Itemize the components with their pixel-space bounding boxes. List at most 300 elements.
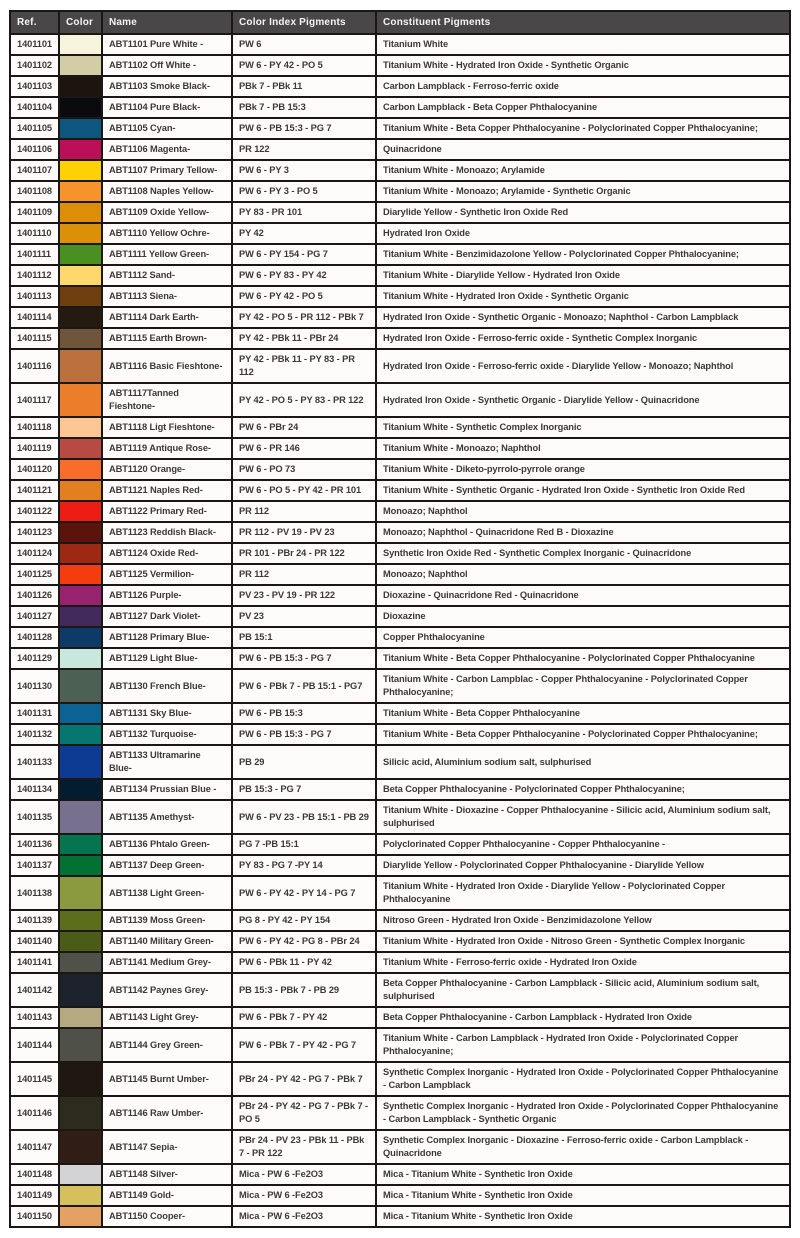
color-index-cell: PB 15:1 xyxy=(232,627,376,648)
color-swatch xyxy=(59,779,102,800)
color-index-cell: PW 6 - PB 15:3 - PG 7 xyxy=(232,724,376,745)
color-index-cell: PBr 24 - PV 23 - PBk 11 - PBk 7 - PR 122 xyxy=(232,1130,376,1164)
name-cell: ABT1102 Off White - xyxy=(102,55,232,76)
name-cell: ABT1144 Grey Green- xyxy=(102,1028,232,1062)
constituent-cell: Titanium White - Monoazo; Naphthol xyxy=(376,438,790,459)
pigment-table xyxy=(9,10,791,1228)
color-swatch xyxy=(59,202,102,223)
constituent-cell: Hydrated Iron Oxide - Synthetic Organic - Diarylide Yellow - Quinacridone xyxy=(376,383,790,417)
name-cell: ABT1138 Light Green- xyxy=(102,876,232,910)
constituent-cell: Titanium White - Diketo-pyrrolo-pyrrole orange xyxy=(376,459,790,480)
color-index-cell: PY 42 xyxy=(232,223,376,244)
constituent-cell: Titanium White - Carbon Lampblac - Copper Phthalocyanine - Polyclorinated Copper Phthalocyanine; xyxy=(376,669,790,703)
color-index-cell: PW 6 - PO 5 - PY 42 - PR 101 xyxy=(232,480,376,501)
name-cell: ABT1119 Antique Rose- xyxy=(102,438,232,459)
color-index-cell: PV 23 - PV 19 - PR 122 xyxy=(232,585,376,606)
constituent-cell: Polyclorinated Copper Phthalocyanine - Copper Phthalocyanine - xyxy=(376,834,790,855)
table-row xyxy=(10,627,790,648)
color-index-cell: PR 122 xyxy=(232,139,376,160)
ref-cell: 1401135 xyxy=(10,800,59,834)
table-row xyxy=(10,1096,790,1130)
constituent-cell: Hydrated Iron Oxide - Ferroso-ferric oxide - Synthetic Complex Inorganic xyxy=(376,328,790,349)
color-swatch xyxy=(59,139,102,160)
table-row xyxy=(10,834,790,855)
constituent-cell: Mica - Titanium White - Synthetic Iron Oxide xyxy=(376,1164,790,1185)
constituent-cell: Titanium White - Beta Copper Phthalocyanine - Polyclorinated Copper Phthalocyanine; xyxy=(376,118,790,139)
color-swatch xyxy=(59,1028,102,1062)
constituent-cell: Hydrated Iron Oxide xyxy=(376,223,790,244)
table-row xyxy=(10,328,790,349)
color-swatch xyxy=(59,1096,102,1130)
table-row xyxy=(10,606,790,627)
ref-cell: 1401133 xyxy=(10,745,59,779)
table-row xyxy=(10,139,790,160)
color-swatch xyxy=(59,564,102,585)
color-swatch xyxy=(59,703,102,724)
ref-cell: 1401102 xyxy=(10,55,59,76)
name-cell: ABT1118 Ligt Fieshtone- xyxy=(102,417,232,438)
constituent-cell: Monoazo; Naphthol - Quinacridone Red B - Dioxazine xyxy=(376,522,790,543)
table-row xyxy=(10,800,790,834)
table-row xyxy=(10,910,790,931)
ref-cell: 1401118 xyxy=(10,417,59,438)
name-cell: ABT1111 Yellow Green- xyxy=(102,244,232,265)
ref-cell: 1401141 xyxy=(10,952,59,973)
color-swatch xyxy=(59,417,102,438)
color-swatch xyxy=(59,585,102,606)
ref-cell: 1401117 xyxy=(10,383,59,417)
ref-cell: 1401136 xyxy=(10,834,59,855)
table-row xyxy=(10,648,790,669)
ref-cell: 1401112 xyxy=(10,265,59,286)
ref-cell: 1401137 xyxy=(10,855,59,876)
color-index-cell: Mica - PW 6 -Fe2O3 xyxy=(232,1206,376,1227)
constituent-cell: Beta Copper Phthalocyanine - Carbon Lampblack - Silicic acid, Aluminium sodium salt, sulphurised xyxy=(376,973,790,1007)
constituent-cell: Titanium White - Beta Copper Phthalocyanine - Polyclorinated Copper Phthalocyanine xyxy=(376,648,790,669)
ref-cell: 1401128 xyxy=(10,627,59,648)
ref-cell: 1401121 xyxy=(10,480,59,501)
name-cell: ABT1132 Turquoise- xyxy=(102,724,232,745)
color-index-cell: PY 42 - PBk 11 - PBr 24 xyxy=(232,328,376,349)
constituent-cell: Titanium White - Hydrated Iron Oxide - Diarylide Yellow - Polyclorinated Copper Phthalocyanine xyxy=(376,876,790,910)
name-cell: ABT1150 Cooper- xyxy=(102,1206,232,1227)
constituent-cell: Dioxazine - Quinacridone Red - Quinacridone xyxy=(376,585,790,606)
color-swatch xyxy=(59,286,102,307)
constituent-cell: Titanium White xyxy=(376,34,790,55)
table-row xyxy=(10,383,790,417)
constituent-cell: Monoazo; Naphthol xyxy=(376,501,790,522)
color-swatch xyxy=(59,160,102,181)
ref-cell: 1401114 xyxy=(10,307,59,328)
name-cell: ABT1126 Purple- xyxy=(102,585,232,606)
color-index-cell: PW 6 - PO 73 xyxy=(232,459,376,480)
table-row xyxy=(10,1185,790,1206)
name-cell: ABT1109 Oxide Yellow- xyxy=(102,202,232,223)
ref-cell: 1401123 xyxy=(10,522,59,543)
constituent-cell: Beta Copper Phthalocyanine - Polyclorinated Copper Phthalocyanine; xyxy=(376,779,790,800)
table-row xyxy=(10,202,790,223)
color-index-cell: PW 6 - PY 42 - PO 5 xyxy=(232,55,376,76)
color-index-cell: PW 6 - PV 23 - PB 15:1 - PB 29 xyxy=(232,800,376,834)
constituent-cell: Titanium White - Diarylide Yellow - Hydrated Iron Oxide xyxy=(376,265,790,286)
constituent-cell: Monoazo; Naphthol xyxy=(376,564,790,585)
constituent-cell: Titanium White - Monoazo; Arylamide xyxy=(376,160,790,181)
color-index-cell: PW 6 - PY 42 - PO 5 xyxy=(232,286,376,307)
header-constituent-pigments: Constituent Pigments xyxy=(376,11,790,34)
constituent-cell: Quinacridone xyxy=(376,139,790,160)
name-cell: ABT1149 Gold- xyxy=(102,1185,232,1206)
color-index-cell: PW 6 - PY 42 - PY 14 - PG 7 xyxy=(232,876,376,910)
name-cell: ABT1127 Dark Violet- xyxy=(102,606,232,627)
color-index-cell: PR 112 xyxy=(232,564,376,585)
table-row xyxy=(10,307,790,328)
color-swatch xyxy=(59,244,102,265)
table-row xyxy=(10,564,790,585)
ref-cell: 1401129 xyxy=(10,648,59,669)
constituent-cell: Titanium White - Beta Copper Phthalocyanine xyxy=(376,703,790,724)
color-swatch xyxy=(59,973,102,1007)
color-index-cell: PBk 7 - PB 15:3 xyxy=(232,97,376,118)
color-index-cell: PBr 24 - PY 42 - PG 7 - PBk 7 xyxy=(232,1062,376,1096)
header-name: Name xyxy=(102,11,232,34)
ref-cell: 1401108 xyxy=(10,181,59,202)
name-cell: ABT1112 Sand- xyxy=(102,265,232,286)
color-index-cell: PG 8 - PY 42 - PY 154 xyxy=(232,910,376,931)
color-swatch xyxy=(59,745,102,779)
name-cell: ABT1136 Phtalo Green- xyxy=(102,834,232,855)
ref-cell: 1401120 xyxy=(10,459,59,480)
color-index-cell: PB 29 xyxy=(232,745,376,779)
name-cell: ABT1124 Oxide Red- xyxy=(102,543,232,564)
color-index-cell: PR 112 xyxy=(232,501,376,522)
name-cell: ABT1140 Military Green- xyxy=(102,931,232,952)
color-swatch xyxy=(59,328,102,349)
color-index-cell: PY 83 - PG 7 -PY 14 xyxy=(232,855,376,876)
name-cell: ABT1139 Moss Green- xyxy=(102,910,232,931)
header-color-index-pigments: Color Index Pigments xyxy=(232,11,376,34)
constituent-cell: Titanium White - Monoazo; Arylamide - Synthetic Organic xyxy=(376,181,790,202)
color-swatch xyxy=(59,349,102,383)
color-swatch xyxy=(59,55,102,76)
header-color: Color xyxy=(59,11,102,34)
constituent-cell: Titanium White - Hydrated Iron Oxide - Nitroso Green - Synthetic Complex Inorganic xyxy=(376,931,790,952)
color-index-cell: PW 6 xyxy=(232,34,376,55)
table-row xyxy=(10,34,790,55)
name-cell: ABT1130 French Blue- xyxy=(102,669,232,703)
name-cell: ABT1141 Medium Grey- xyxy=(102,952,232,973)
table-row xyxy=(10,585,790,606)
table-row xyxy=(10,952,790,973)
constituent-cell: Synthetic Complex Inorganic - Hydrated Iron Oxide - Polyclorinated Copper Phthalocyanine - Carbon Lampblack - Synthetic Organic xyxy=(376,1096,790,1130)
table-row xyxy=(10,724,790,745)
constituent-cell: Diarylide Yellow - Synthetic Iron Oxide Red xyxy=(376,202,790,223)
color-index-cell: PW 6 - PB 15:3 - PG 7 xyxy=(232,118,376,139)
color-index-cell: PR 112 - PV 19 - PV 23 xyxy=(232,522,376,543)
color-swatch xyxy=(59,459,102,480)
color-index-cell: PY 42 - PO 5 - PR 112 - PBk 7 xyxy=(232,307,376,328)
ref-cell: 1401116 xyxy=(10,349,59,383)
ref-cell: 1401138 xyxy=(10,876,59,910)
color-swatch xyxy=(59,265,102,286)
table-row xyxy=(10,244,790,265)
color-index-cell: PW 6 - PY 42 - PG 8 - PBr 24 xyxy=(232,931,376,952)
header-row xyxy=(10,11,790,34)
ref-cell: 1401125 xyxy=(10,564,59,585)
ref-cell: 1401130 xyxy=(10,669,59,703)
name-cell: ABT1106 Magenta- xyxy=(102,139,232,160)
color-index-cell: PB 15:3 - PBk 7 - PB 29 xyxy=(232,973,376,1007)
constituent-cell: Titanium White - Dioxazine - Copper Phthalocyanine - Silicic acid, Aluminium sodium salt, sulphurised xyxy=(376,800,790,834)
color-swatch xyxy=(59,181,102,202)
name-cell: ABT1113 Siena- xyxy=(102,286,232,307)
table-row xyxy=(10,438,790,459)
color-swatch xyxy=(59,438,102,459)
color-index-cell: PBk 7 - PBk 11 xyxy=(232,76,376,97)
color-swatch xyxy=(59,543,102,564)
name-cell: ABT1142 Paynes Grey- xyxy=(102,973,232,1007)
table-row xyxy=(10,417,790,438)
table-row xyxy=(10,118,790,139)
color-index-cell: PW 6 - PBk 7 - PY 42 - PG 7 xyxy=(232,1028,376,1062)
table-row xyxy=(10,745,790,779)
constituent-cell: Carbon Lampblack - Beta Copper Phthalocyanine xyxy=(376,97,790,118)
color-swatch xyxy=(59,522,102,543)
name-cell: ABT1115 Earth Brown- xyxy=(102,328,232,349)
color-swatch xyxy=(59,383,102,417)
color-index-cell: PW 6 - PBk 7 - PB 15:1 - PG7 xyxy=(232,669,376,703)
color-swatch xyxy=(59,1007,102,1028)
name-cell: ABT1105 Cyan- xyxy=(102,118,232,139)
color-index-cell: PG 7 -PB 15:1 xyxy=(232,834,376,855)
color-swatch xyxy=(59,648,102,669)
table-row xyxy=(10,223,790,244)
name-cell: ABT1107 Primary Tellow- xyxy=(102,160,232,181)
color-index-cell: PW 6 - PY 3 - PO 5 xyxy=(232,181,376,202)
ref-cell: 1401106 xyxy=(10,139,59,160)
name-cell: ABT1103 Smoke Black- xyxy=(102,76,232,97)
ref-cell: 1401140 xyxy=(10,931,59,952)
ref-cell: 1401149 xyxy=(10,1185,59,1206)
name-cell: ABT1131 Sky Blue- xyxy=(102,703,232,724)
ref-cell: 1401105 xyxy=(10,118,59,139)
name-cell: ABT1121 Naples Red- xyxy=(102,480,232,501)
table-row xyxy=(10,459,790,480)
name-cell: ABT1137 Deep Green- xyxy=(102,855,232,876)
name-cell: ABT1147 Sepia- xyxy=(102,1130,232,1164)
constituent-cell: Titanium White - Hydrated Iron Oxide - Synthetic Organic xyxy=(376,286,790,307)
constituent-cell: Titanium White - Synthetic Organic - Hydrated Iron Oxide - Synthetic Iron Oxide Red xyxy=(376,480,790,501)
constituent-cell: Mica - Titanium White - Synthetic Iron Oxide xyxy=(376,1206,790,1227)
color-index-cell: PR 101 - PBr 24 - PR 122 xyxy=(232,543,376,564)
constituent-cell: Hydrated Iron Oxide - Ferroso-ferric oxide - Diarylide Yellow - Monoazo; Naphthol xyxy=(376,349,790,383)
color-swatch xyxy=(59,1206,102,1227)
name-cell: ABT1114 Dark Earth- xyxy=(102,307,232,328)
name-cell: ABT1108 Naples Yellow- xyxy=(102,181,232,202)
color-swatch xyxy=(59,952,102,973)
table-row xyxy=(10,160,790,181)
pigment-table-body xyxy=(10,34,790,1227)
color-index-cell: PBr 24 - PY 42 - PG 7 - PBk 7 - PO 5 xyxy=(232,1096,376,1130)
color-swatch xyxy=(59,76,102,97)
color-swatch xyxy=(59,669,102,703)
ref-cell: 1401134 xyxy=(10,779,59,800)
color-swatch xyxy=(59,627,102,648)
constituent-cell: Hydrated Iron Oxide - Synthetic Organic - Monoazo; Naphthol - Carbon Lampblack xyxy=(376,307,790,328)
table-row xyxy=(10,286,790,307)
ref-cell: 1401146 xyxy=(10,1096,59,1130)
color-swatch xyxy=(59,834,102,855)
name-cell: ABT1116 Basic Fieshtone- xyxy=(102,349,232,383)
table-row xyxy=(10,1062,790,1096)
table-row xyxy=(10,779,790,800)
ref-cell: 1401131 xyxy=(10,703,59,724)
ref-cell: 1401107 xyxy=(10,160,59,181)
color-index-cell: PY 83 - PR 101 xyxy=(232,202,376,223)
table-row xyxy=(10,480,790,501)
ref-cell: 1401103 xyxy=(10,76,59,97)
ref-cell: 1401142 xyxy=(10,973,59,1007)
name-cell: ABT1143 Light Grey- xyxy=(102,1007,232,1028)
color-swatch xyxy=(59,1062,102,1096)
ref-cell: 1401110 xyxy=(10,223,59,244)
name-cell: ABT1125 Vermilion- xyxy=(102,564,232,585)
pigment-chart-page xyxy=(0,10,800,1228)
constituent-cell: Synthetic Iron Oxide Red - Synthetic Complex Inorganic - Quinacridone xyxy=(376,543,790,564)
color-index-cell: PW 6 - PB 15:3 xyxy=(232,703,376,724)
color-swatch xyxy=(59,800,102,834)
constituent-cell: Dioxazine xyxy=(376,606,790,627)
table-row xyxy=(10,55,790,76)
constituent-cell: Mica - Titanium White - Synthetic Iron Oxide xyxy=(376,1185,790,1206)
constituent-cell: Titanium White - Benzimidazolone Yellow - Polyclorinated Copper Phthalocyanine; xyxy=(376,244,790,265)
color-index-cell: PW 6 - PY 83 - PY 42 xyxy=(232,265,376,286)
color-swatch xyxy=(59,910,102,931)
ref-cell: 1401127 xyxy=(10,606,59,627)
ref-cell: 1401139 xyxy=(10,910,59,931)
name-cell: ABT1104 Pure Black- xyxy=(102,97,232,118)
table-row xyxy=(10,265,790,286)
constituent-cell: Synthetic Complex Inorganic - Hydrated Iron Oxide - Polyclorinated Copper Phthalocyanine - Carbon Lampblack xyxy=(376,1062,790,1096)
table-row xyxy=(10,181,790,202)
ref-cell: 1401111 xyxy=(10,244,59,265)
ref-cell: 1401119 xyxy=(10,438,59,459)
ref-cell: 1401126 xyxy=(10,585,59,606)
name-cell: ABT1117Tanned Fieshtone- xyxy=(102,383,232,417)
ref-cell: 1401124 xyxy=(10,543,59,564)
name-cell: ABT1134 Prussian Blue - xyxy=(102,779,232,800)
table-row xyxy=(10,97,790,118)
name-cell: ABT1101 Pure White - xyxy=(102,34,232,55)
color-index-cell: PW 6 - PB 15:3 - PG 7 xyxy=(232,648,376,669)
color-swatch xyxy=(59,931,102,952)
color-swatch xyxy=(59,480,102,501)
constituent-cell: Copper Phthalocyanine xyxy=(376,627,790,648)
table-row xyxy=(10,1028,790,1062)
constituent-cell: Synthetic Complex Inorganic - Dioxazine - Ferroso-ferric oxide - Carbon Lampblack - Quinacridone xyxy=(376,1130,790,1164)
name-cell: ABT1145 Burnt Umber- xyxy=(102,1062,232,1096)
ref-cell: 1401150 xyxy=(10,1206,59,1227)
constituent-cell: Titanium White - Hydrated Iron Oxide - Synthetic Organic xyxy=(376,55,790,76)
color-swatch xyxy=(59,118,102,139)
color-index-cell: PY 42 - PBk 11 - PY 83 - PR 112 xyxy=(232,349,376,383)
color-index-cell: Mica - PW 6 -Fe2O3 xyxy=(232,1164,376,1185)
color-swatch xyxy=(59,606,102,627)
table-row xyxy=(10,876,790,910)
color-index-cell: PW 6 - PBr 24 xyxy=(232,417,376,438)
color-index-cell: PV 23 xyxy=(232,606,376,627)
ref-cell: 1401147 xyxy=(10,1130,59,1164)
name-cell: ABT1146 Raw Umber- xyxy=(102,1096,232,1130)
color-swatch xyxy=(59,1164,102,1185)
name-cell: ABT1129 Light Blue- xyxy=(102,648,232,669)
color-swatch xyxy=(59,307,102,328)
color-swatch xyxy=(59,501,102,522)
color-swatch xyxy=(59,855,102,876)
color-index-cell: PW 6 - PY 3 xyxy=(232,160,376,181)
ref-cell: 1401132 xyxy=(10,724,59,745)
ref-cell: 1401101 xyxy=(10,34,59,55)
color-swatch xyxy=(59,1185,102,1206)
name-cell: ABT1135 Amethyst- xyxy=(102,800,232,834)
ref-cell: 1401122 xyxy=(10,501,59,522)
ref-cell: 1401104 xyxy=(10,97,59,118)
table-row xyxy=(10,543,790,564)
color-index-cell: PB 15:3 - PG 7 xyxy=(232,779,376,800)
table-row xyxy=(10,522,790,543)
table-row xyxy=(10,1206,790,1227)
color-swatch xyxy=(59,724,102,745)
constituent-cell: Titanium White - Carbon Lampblack - Hydrated Iron Oxide - Polyclorinated Copper Phthalocyanine; xyxy=(376,1028,790,1062)
color-swatch xyxy=(59,223,102,244)
color-index-cell: Mica - PW 6 -Fe2O3 xyxy=(232,1185,376,1206)
name-cell: ABT1122 Primary Red- xyxy=(102,501,232,522)
table-row xyxy=(10,973,790,1007)
name-cell: ABT1123 Reddish Black- xyxy=(102,522,232,543)
color-swatch xyxy=(59,1130,102,1164)
constituent-cell: Titanium White - Synthetic Complex Inorganic xyxy=(376,417,790,438)
table-row xyxy=(10,669,790,703)
constituent-cell: Beta Copper Phthalocyanine - Carbon Lampblack - Hydrated Iron Oxide xyxy=(376,1007,790,1028)
color-index-cell: PW 6 - PBk 7 - PY 42 xyxy=(232,1007,376,1028)
constituent-cell: Silicic acid, Aluminium sodium salt, sulphurised xyxy=(376,745,790,779)
name-cell: ABT1133 Ultramarine Blue- xyxy=(102,745,232,779)
ref-cell: 1401115 xyxy=(10,328,59,349)
constituent-cell: Carbon Lampblack - Ferroso-ferric oxide xyxy=(376,76,790,97)
color-index-cell: PW 6 - PY 154 - PG 7 xyxy=(232,244,376,265)
name-cell: ABT1120 Orange- xyxy=(102,459,232,480)
ref-cell: 1401143 xyxy=(10,1007,59,1028)
color-swatch xyxy=(59,34,102,55)
color-index-cell: PY 42 - PO 5 - PY 83 - PR 122 xyxy=(232,383,376,417)
constituent-cell: Titanium White - Ferroso-ferric oxide - Hydrated Iron Oxide xyxy=(376,952,790,973)
constituent-cell: Titanium White - Beta Copper Phthalocyanine - Polyclorinated Copper Phthalocyanine; xyxy=(376,724,790,745)
header-ref: Ref. xyxy=(10,11,59,34)
color-index-cell: PW 6 - PR 146 xyxy=(232,438,376,459)
color-swatch xyxy=(59,876,102,910)
color-swatch xyxy=(59,97,102,118)
name-cell: ABT1148 Silver- xyxy=(102,1164,232,1185)
table-row xyxy=(10,931,790,952)
name-cell: ABT1128 Primary Blue- xyxy=(102,627,232,648)
constituent-cell: Nitroso Green - Hydrated Iron Oxide - Benzimidazolone Yellow xyxy=(376,910,790,931)
table-row xyxy=(10,501,790,522)
ref-cell: 1401113 xyxy=(10,286,59,307)
table-row xyxy=(10,1007,790,1028)
table-row xyxy=(10,1164,790,1185)
table-header xyxy=(10,11,790,34)
table-row xyxy=(10,1130,790,1164)
color-index-cell: PW 6 - PBk 11 - PY 42 xyxy=(232,952,376,973)
